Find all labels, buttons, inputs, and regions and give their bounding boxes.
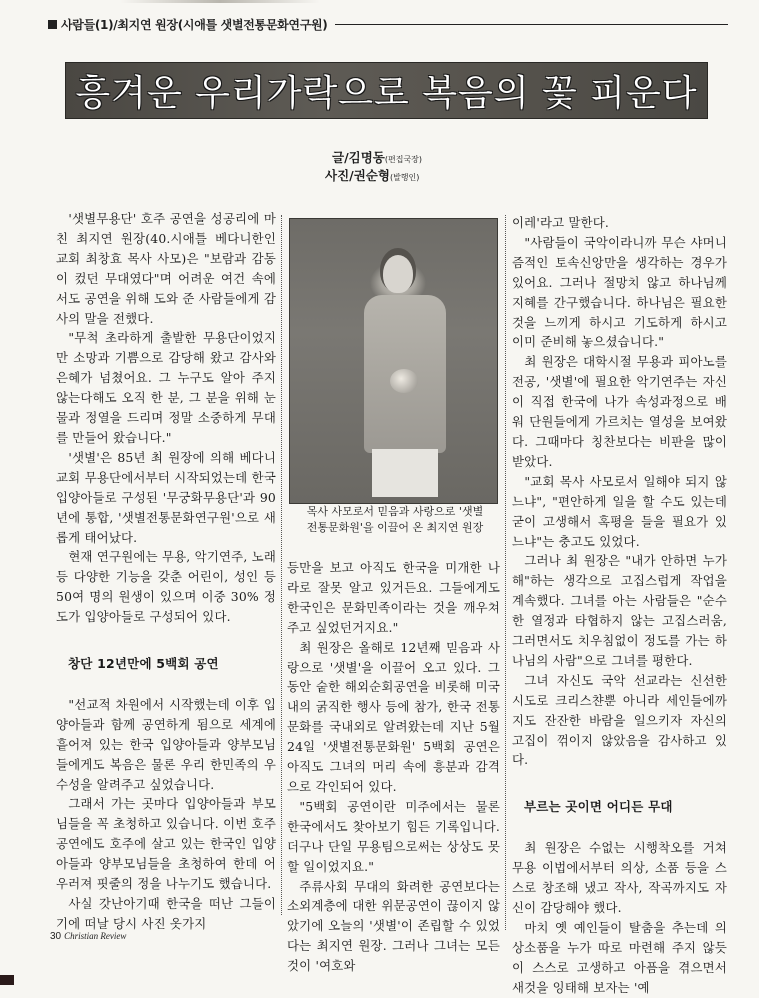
photo-cymbal	[390, 369, 418, 393]
square-bullet-icon	[48, 20, 57, 29]
caption-line: 전통문화원'을 이끌어 온 최지연 원장	[306, 521, 484, 534]
paragraph: 주류사회 무대의 화려한 공연보다는 소외계층에 대한 위문공연이 끊이지 않았기에 오늘의 '샛별'이 존립할 수 있었다는 최지연 원장. 그러나 그녀는 모든 것이 '여호와	[287, 878, 500, 974]
paragraph: '샛별'은 85년 최 원장에 의해 베다니교회 무용단에서부터 시작되었는데 한국 입양아들로 구성된 '무궁화무용단'과 90년에 통합, '샛별전통문화연구원'으로 새롭게 태어났다.	[56, 449, 276, 545]
paragraph: 그러나 최 원장은 "내가 안하면 누가 해"하는 생각으로 고집스럽게 작업을 계속했다. 그녀를 아는 사람들은 "순수한 열정과 타협하지 않는 고집스러움, 그러면서도 치우침없이 정도를 가는 하나님의 사람"으로 그녀를 평한다.	[512, 553, 727, 668]
photo-figure-pants	[372, 449, 438, 497]
article-photo	[289, 218, 498, 504]
page-number: 30	[50, 931, 62, 942]
paragraph: 현재 연구원에는 무용, 악기연주, 노래 등 다양한 기능을 갖춘 어린이, 성인 등 50여 명의 원생이 있으며 이중 30% 정도가 입양아들로 구성되어 있다.	[56, 549, 276, 625]
article-column-3	[512, 213, 727, 998]
article-column-2	[287, 558, 500, 976]
caption-line: 목사 사모로서 믿음과 사랑으로 '샛별	[306, 505, 484, 518]
paragraph: "무척 초라하게 출발한 무용단이었지만 소망과 기쁨으로 감당해 왔고 감사와 은혜가 넘쳤어요. 그 누구도 알아 주지 않는다해도 오직 한 분, 그 분을 위해 눈물과 정열을 드리며 정말 소중하게 무대를 만들어 왔습니다."	[56, 330, 276, 445]
paragraph: 최 원장은 수없는 시행착오를 거쳐 무용 이법에서부터 의상, 소품 등을 스스로 창조해 냈고 작사, 작곡까지도 자신이 감당해야 했다.	[512, 840, 727, 915]
paragraph: 이레'라고 말한다.	[512, 215, 610, 230]
article-title: 흥겨운 우리가락으로 복음의 꽃 피운다	[75, 73, 698, 114]
magazine-name: Christian Review	[64, 931, 127, 941]
page-footer	[50, 931, 126, 942]
paragraph: 사실 갓난아기때 한국을 떠난 그들이기에 떠날 당시 사진 옷가지	[56, 896, 276, 931]
byline-photographer	[325, 168, 422, 186]
subheading: 창단 12년만에 5백회 공연	[68, 656, 219, 672]
section-label: 사람들(1)/최지연 원장(시애틀 샛별전통문화연구원)	[61, 17, 328, 32]
photographer-role: (발행인)	[389, 173, 420, 182]
paragraph: "선교적 차원에서 시작했는데 이후 입양아들과 함께 공연하게 됨으로 세계에 흩어져 있는 한국 입양아들과 양부모님들에게도 복음은 물론 우리 한민족의 우수성을 알려주고 싶었습니다.	[56, 696, 276, 792]
byline	[325, 150, 423, 186]
byline-writer	[332, 150, 422, 168]
paragraph: 최 원장은 대학시절 무용과 피아노를 전공, '샛별'에 필요한 악기연주는 자신이 직접 한국에 나가 속성과정으로 배워 단원들에게 가르치는 열성을 보여왔다. 그때마다 칭찬보다는 비판을 많이 받았다.	[512, 354, 727, 469]
header-rule	[335, 24, 728, 25]
scan-corner-mark	[0, 975, 14, 985]
paragraph: 등만을 보고 아직도 한국을 미개한 나라로 잘못 알고 있거든요. 그들에게도 한국인은 문화민족이라는 것을 깨우쳐 주고 싶었던거지요."	[287, 560, 500, 635]
paragraph: 그녀 자신도 국악 선교라는 신선한 시도로 크리스챤뿐 아니라 세인들에까지도 잔잔한 바람을 일으키자 자신의 고집이 꺾이지 않았음을 감사하고 있다.	[512, 672, 727, 768]
writer-role: (편집국장)	[384, 155, 423, 164]
paragraph: "5백회 공연이란 미주에서는 물론 한국에서도 찾아보기 힘든 기록입니다. 더구나 단일 무용팀으로써는 상상도 못할 일이었지요."	[287, 798, 500, 874]
page-edge-shadow	[120, 0, 320, 3]
subheading: 부르는 곳이면 어디든 무대	[524, 799, 673, 815]
photo-caption	[289, 504, 501, 536]
photo-figure-head	[383, 255, 413, 293]
article-column-1	[56, 209, 276, 934]
photographer-name: 사진/권순형	[325, 168, 390, 183]
column-divider	[281, 215, 282, 915]
section-header	[48, 15, 738, 33]
paragraph: "사람들이 국악이라니까 무슨 샤머니즘적인 토속신앙만을 생각하는 경우가 있어요. 그러나 절망치 않고 하나님께 지혜를 간구했습니다. 하나님은 필요한 것을 느끼게 하시고 기도하게 하시고 이미 준비해 놓으셨습니다."	[512, 234, 727, 350]
title-banner	[65, 62, 708, 119]
writer-name: 글/김명동	[332, 150, 385, 165]
paragraph: 마치 옛 예인들이 탈춤을 추는데 의상소품을 누가 따로 마련해 주지 않듯이 스스로 고생하고 아픔을 겪으면서 새것을 잉태해 보자는 '예	[512, 919, 727, 995]
paragraph: 최 원장은 올해로 12년째 믿음과 사랑으로 '샛별'을 이끌어 오고 있다. 그동안 숱한 해외순회공연을 비롯해 미국내의 굵직한 행사 등에 참가, 한국 전통문화를 국내외로 알려왔는데 지난 5월 24일 '샛별전통문화원' 5백회 공연은 아직도 그녀의 머리 속에 흥분과 감격으로 각인되어 있다.	[287, 639, 500, 794]
paragraph: '샛별무용단' 호주 공연을 성공리에 마친 최지연 원장(40.시애틀 베다니한인교회 최창효 목사 사모)은 "보람과 감동이 컸던 무대였다"며 어려운 여건 속에서도 공연을 위해 도와 준 사람들에게 감사의 말을 전했다.	[56, 211, 276, 326]
column-divider	[505, 215, 506, 930]
paragraph: "교회 목사 사모로서 일해야 되지 않느냐", "편안하게 일을 할 수도 있는데 굳이 고생해서 혹평을 들을 필요가 있느냐"는 충고도 있었다.	[512, 473, 727, 549]
paragraph: 그래서 가는 곳마다 입양아들과 부모님들을 꼭 초청하고 있습니다. 이번 호주공연에도 호주에 살고 있는 한국인 입양아들과 양부모님들을 초청하여 한데 어우러져 핏줄의 정을 나누기도 했습니다.	[56, 796, 276, 892]
